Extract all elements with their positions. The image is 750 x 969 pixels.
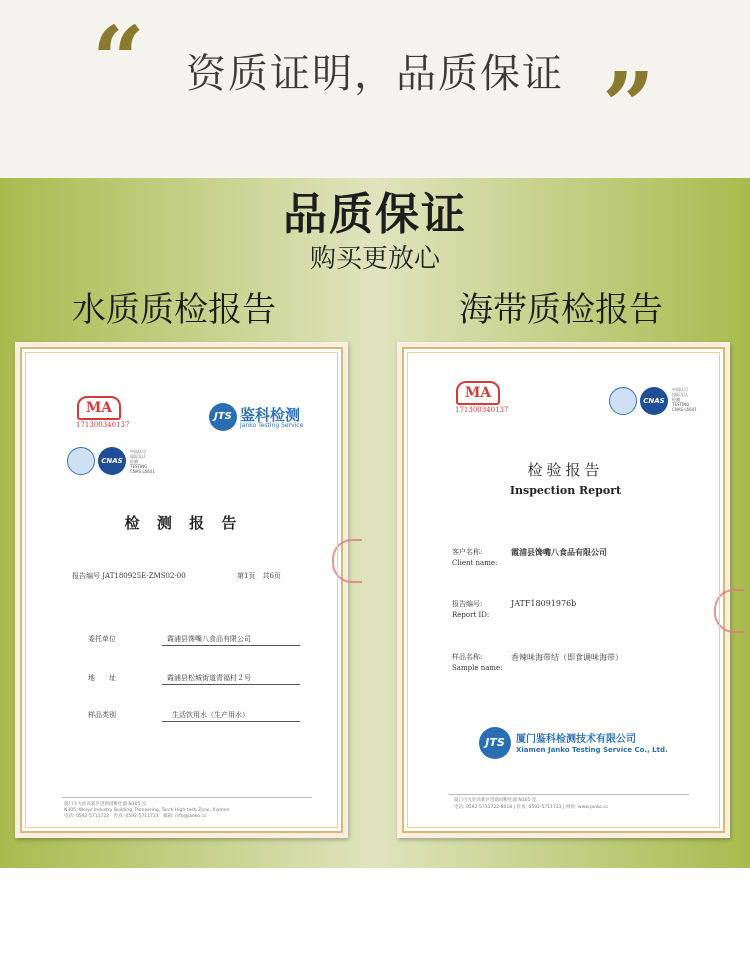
client-label: 客户名称:	[452, 548, 483, 556]
open-quote-icon: “	[92, 6, 145, 114]
header	[0, 0, 750, 178]
water-report-heading: 水质质检报告	[72, 290, 276, 330]
underline	[162, 645, 300, 646]
ma-number: 171300340137	[455, 406, 509, 414]
address-value: 霞浦县松城街道青福村２号	[167, 674, 251, 682]
document-title-english: Inspection Report	[509, 484, 622, 497]
sample-name-value: 香辣味海带结（即食调味海带）	[511, 653, 623, 662]
jts-name: 鉴科检测	[240, 406, 301, 424]
page-info: 第1页 共6页	[237, 572, 281, 580]
cnas-logo-icon: CNAS	[98, 447, 126, 475]
header-title: 资质证明，品质保证	[186, 51, 564, 97]
footer-line: 电话: 0592-5711722-8018 | 传真: 0592-5711723 | 网址: www.janko.cc	[454, 805, 609, 810]
ma-number: 171300340137	[76, 421, 130, 429]
sample-name-label: 样品名称:	[452, 653, 483, 661]
page-bottom-space	[0, 868, 750, 969]
ilac-logo-icon	[609, 387, 637, 415]
sample-category-label: 样品类别	[88, 711, 116, 719]
banner-title: 品质保证	[283, 189, 467, 240]
footer-line: N305, Weiye Industry Building, Pioneering, Torch High-tech Zone, Xiamen	[64, 808, 230, 813]
ma-logo-icon: MA	[77, 396, 121, 420]
banner-subtitle: 购买更放心	[309, 244, 440, 274]
jts-english-name: Janko Testing Service	[240, 422, 304, 429]
company-name-english: Xiamen Janko Testing Service Co., Ltd.	[516, 746, 668, 754]
footer-divider	[62, 797, 312, 798]
document-title: 检验报告	[527, 461, 604, 479]
underline	[162, 721, 300, 722]
water-quality-certificate	[15, 342, 348, 838]
cnas-accreditation-text: 中国认可 国际互认 检测 TESTING CNAS L6641	[130, 449, 155, 474]
footer-line: 厦门市火炬高新区创新园孵化器 N305 室	[64, 802, 147, 807]
cnas-accreditation-text: 中国认可 国际互认 检测 TESTING CNAS L6641	[672, 387, 697, 412]
close-quote-icon: ”	[602, 52, 655, 160]
client-value: 霞浦县馋嘴八食品有限公司	[167, 635, 251, 643]
cnas-logo-icon: CNAS	[640, 387, 668, 415]
sample-category-value: 生活饮用水（生产用水）	[172, 711, 249, 719]
report-number: 报告编号 JAT180925E-ZMS02-00	[72, 572, 186, 580]
report-id-label: 报告编号:	[452, 600, 483, 608]
red-seal-stamp	[714, 589, 744, 633]
report-id-label-english: Report ID:	[452, 611, 490, 619]
document-title: 检 测 报 告	[124, 514, 243, 532]
footer-line: 电话: 0592-5711722 传真: 0592-5711723 邮箱: info@janko.cc	[64, 814, 207, 819]
jts-logo-icon: JTS	[209, 403, 237, 431]
red-seal-stamp	[332, 539, 362, 583]
report-id-value: JATF18091976b	[511, 599, 577, 608]
ma-logo-icon: MA	[456, 381, 500, 405]
underline	[162, 684, 300, 685]
kelp-inspection-certificate	[397, 342, 730, 838]
company-name: 厦门鉴科检测技术有限公司	[516, 734, 636, 745]
certificate-frame	[20, 347, 343, 833]
address-label: 地 址	[88, 674, 116, 682]
footer-divider	[449, 794, 689, 795]
client-label-english: Client name:	[452, 559, 498, 567]
certificate-frame	[402, 347, 725, 833]
client-label: 委托单位	[88, 635, 116, 643]
ilac-logo-icon	[67, 447, 95, 475]
kelp-report-heading: 海带质检报告	[459, 290, 663, 330]
sample-name-label-english: Sample name:	[452, 664, 503, 672]
client-value: 霞浦县馋嘴八食品有限公司	[511, 548, 607, 557]
footer-line: 厦门市火炬高新区创新园孵化器 N305 室	[454, 798, 537, 803]
jts-logo-icon: JTS	[479, 727, 511, 759]
